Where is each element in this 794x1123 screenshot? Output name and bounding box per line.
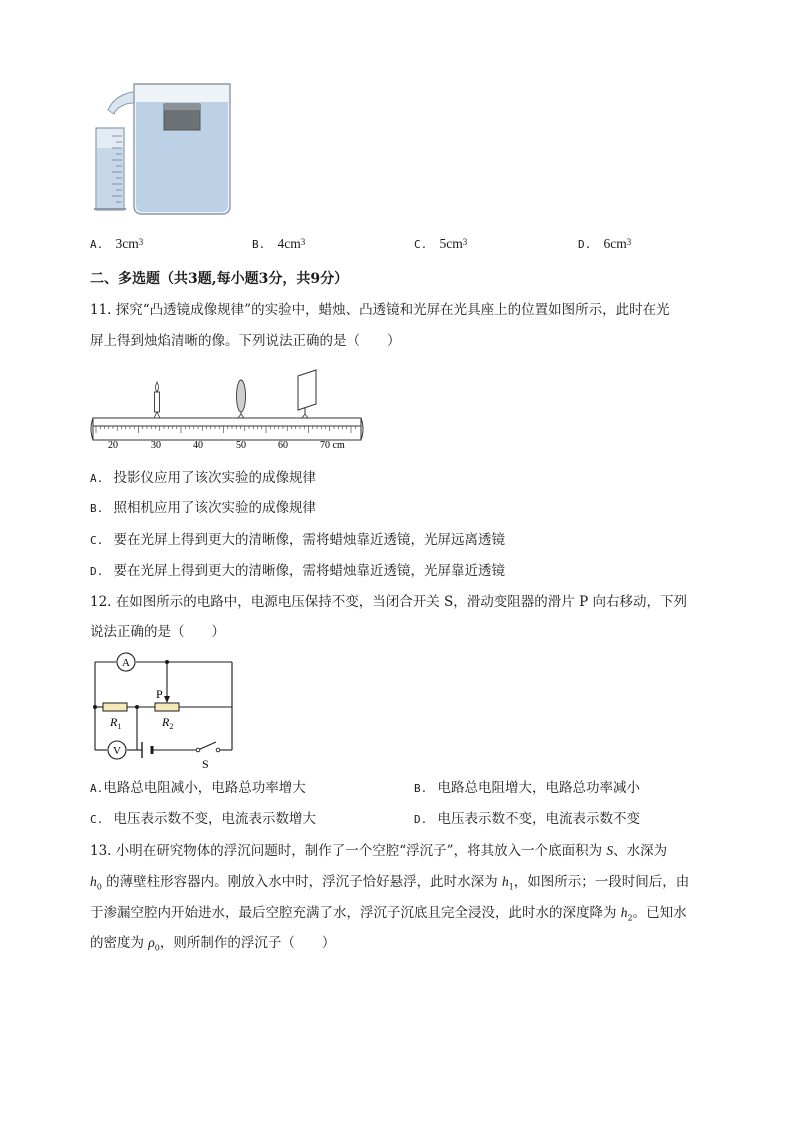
candle xyxy=(154,382,160,418)
option-label: D. xyxy=(578,238,592,251)
q11-option-b[interactable] xyxy=(90,498,316,519)
ruler-tick-label: 60 xyxy=(278,440,288,451)
question-11-text-line2: 屏上得到烛焰清晰的像。下列说法正确的是（ ） xyxy=(90,333,401,349)
r1-label: $R_1$ xyxy=(110,715,122,731)
question-13-text-line2: $h_0$ 的薄壁柱形容器内。刚放入水中时，浮沉子恰好悬浮，此时水深为 $h_1$，如图所示；一段时间后，由 xyxy=(90,874,690,892)
option-value: 6cm xyxy=(603,236,627,251)
slider-label: P xyxy=(156,687,163,701)
option-value: 5cm xyxy=(439,236,463,251)
q11-option-c[interactable] xyxy=(90,530,505,551)
option-label: D. xyxy=(90,565,104,578)
q12-option-c[interactable] xyxy=(90,809,316,830)
q12-option-b[interactable] xyxy=(414,778,640,799)
q12-option-a[interactable] xyxy=(90,778,306,799)
question-13-text-line3: 于渗漏空腔内开始进水，最后空腔充满了水，浮沉子沉底且完全浸没，此时水的深度降为 $h_2$。已知水 xyxy=(90,905,687,923)
option-text: 电压表示数不变，电流表示数增大 xyxy=(113,811,317,827)
question-13-text-line4: 的密度为 $\rho_0$，则所制作的浮沉子（ ） xyxy=(90,935,336,953)
option-exponent: 3 xyxy=(626,237,632,247)
voltmeter-label: V xyxy=(113,745,121,757)
option-label: B. xyxy=(252,238,266,251)
circuit-diagram xyxy=(90,650,240,772)
ruler-tick-label: 50 xyxy=(236,440,246,451)
option-label: B. xyxy=(414,782,428,795)
option-text: 要在光屏上得到更大的清晰像，需将蜡烛靠近透镜，光屏靠近透镜 xyxy=(113,563,506,579)
ammeter-label: A xyxy=(122,657,130,669)
option-text: 电压表示数不变，电流表示数不变 xyxy=(437,811,641,827)
light-screen xyxy=(298,370,316,418)
ruler-tick-label: 30 xyxy=(151,440,161,451)
option-value: 3cm xyxy=(115,236,139,251)
r2-label: $R_2$ xyxy=(162,715,174,731)
question-13-text-line1: 13. 小明在研究物体的浮沉问题时，制作了一个空腔“浮沉子”，将其放入一个底面积为 S、水深为 xyxy=(90,843,668,859)
option-text: 要在光屏上得到更大的清晰像，需将蜡烛靠近透镜，光屏远离透镜 xyxy=(113,532,506,548)
option-text: 投影仪应用了该次实验的成像规律 xyxy=(113,470,317,486)
switch-label: S xyxy=(202,757,209,771)
option-label: C. xyxy=(414,238,428,251)
option-value: 4cm xyxy=(277,236,301,251)
optical-bench-figure xyxy=(90,368,365,452)
option-label: A. xyxy=(90,472,104,485)
option-label: A. xyxy=(90,238,104,251)
option-text: 照相机应用了该次实验的成像规律 xyxy=(113,500,317,516)
ruler-tick-label: 40 xyxy=(193,440,203,451)
option-exponent: 3 xyxy=(138,237,144,247)
question-12-text-line2: 说法正确的是（ ） xyxy=(90,624,225,640)
option-label: C. xyxy=(90,534,104,547)
q12-option-d[interactable] xyxy=(414,809,640,830)
q11-option-d[interactable] xyxy=(90,561,505,582)
section-heading: 二、多选题（共3题,每小题3分，共9分） xyxy=(90,271,349,287)
option-d[interactable] xyxy=(578,234,631,255)
option-text: 电路总电阻减小，电路总功率增大 xyxy=(103,780,306,796)
option-exponent: 3 xyxy=(462,237,468,247)
option-text: 电路总电阻增大，电路总功率减小 xyxy=(437,780,641,796)
option-c[interactable] xyxy=(414,234,467,255)
option-a[interactable] xyxy=(90,234,143,255)
q11-option-a[interactable] xyxy=(90,468,316,489)
option-label: A. xyxy=(90,782,104,795)
option-label: D. xyxy=(414,813,428,826)
option-label: C. xyxy=(90,813,104,826)
option-label: B. xyxy=(90,502,104,515)
option-exponent: 3 xyxy=(300,237,306,247)
option-b[interactable] xyxy=(252,234,305,255)
question-12-text-line1: 12. 在如图所示的电路中，电源电压保持不变，当闭合开关 S，滑动变阻器的滑片 P 向右移动，下列 xyxy=(90,594,687,610)
convex-lens xyxy=(237,380,246,418)
ruler-tick-label: 70 cm xyxy=(320,440,345,451)
ruler-tick-label: 20 xyxy=(108,440,118,451)
question-11-text-line1: 11. 探究“凸透镜成像规律”的实验中，蜡烛、凸透镜和光屏在光具座上的位置如图所示，此时在光 xyxy=(90,302,670,318)
overflow-beaker-figure xyxy=(90,78,240,218)
